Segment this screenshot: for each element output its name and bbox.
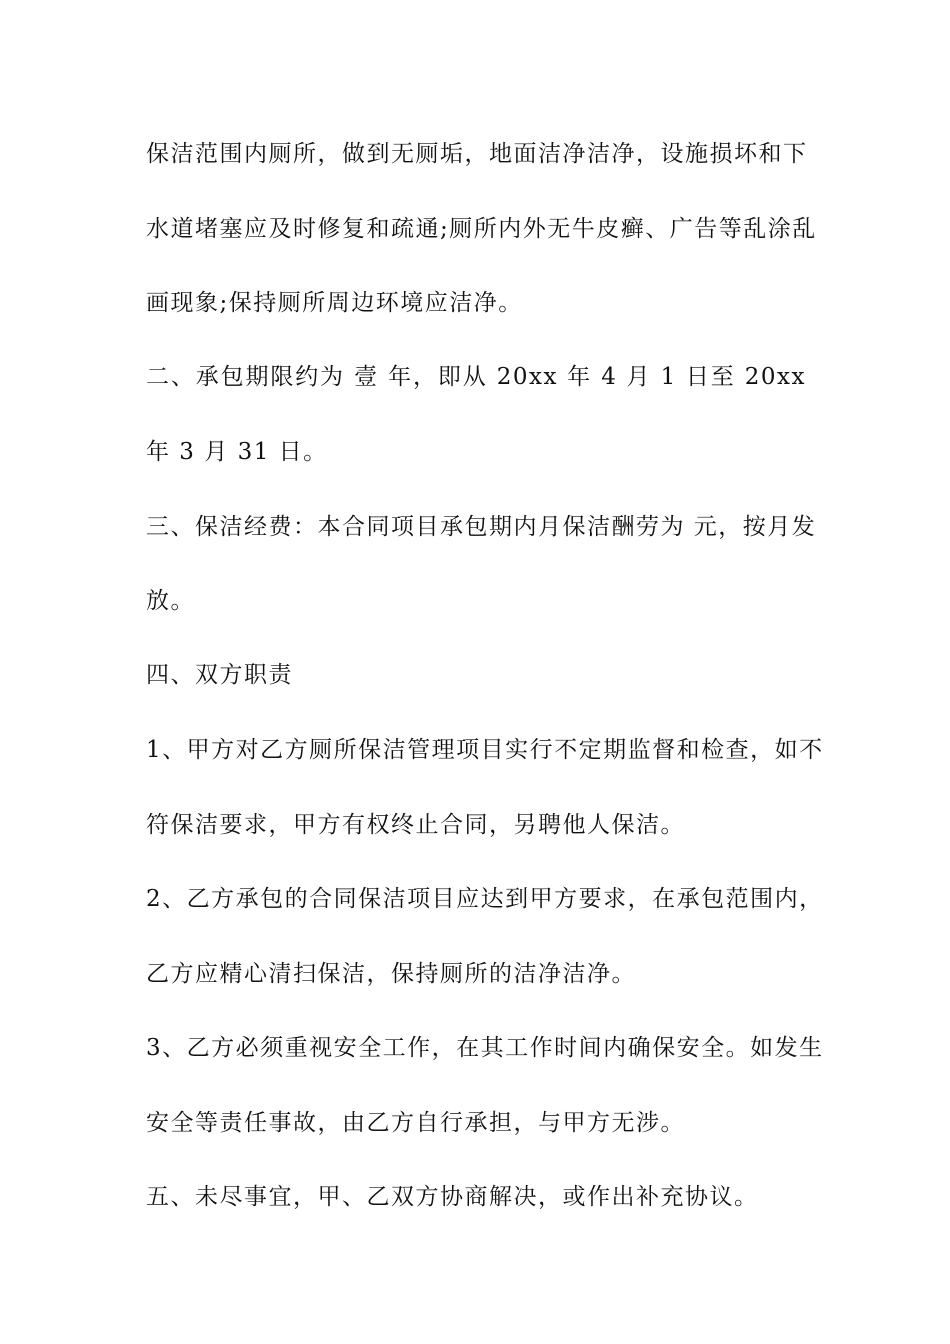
text-line: 三、保洁经费：本合同项目承包期内月保洁酬劳为 元，按月发 [146,514,817,540]
text-line: 安全等责任事故，由乙方自行承担，与甲方无涉。 [146,1110,685,1136]
text-line: 五、未尽事宜，甲、乙双方协商解决，或作出补充协议。 [146,1184,759,1210]
text-line: 符保洁要求，甲方有权终止合同，另聘他人保洁。 [146,812,685,838]
text-line: 1、甲方对乙方厕所保洁管理项目实行不定期监督和检查，如不 [146,737,824,763]
text-line: 水道堵塞应及时修复和疏通;厕所内外无牛皮癣、广告等乱涂乱 [146,216,817,242]
text-line: 画现象;保持厕所周边环境应洁净。 [146,290,523,316]
text-line: 年 3 月 31 日。 [146,439,328,465]
text-line: 乙方应精心清扫保洁，保持厕所的洁净洁净。 [146,961,636,987]
text-line: 2、乙方承包的合同保洁项目应达到甲方要求，在承包范围内， [146,886,824,912]
text-line: 3、乙方必须重视安全工作，在其工作时间内确保安全。如发生 [146,1035,824,1061]
text-line: 二、承包期限约为 壹 年，即从 20xx 年 4 月 1 日至 20xx [146,364,806,390]
text-line: 保洁范围内厕所，做到无厕垢，地面洁净洁净，设施损坏和下 [146,141,808,167]
text-line: 放。 [146,588,195,614]
section-heading: 四、双方职责 [146,662,293,688]
